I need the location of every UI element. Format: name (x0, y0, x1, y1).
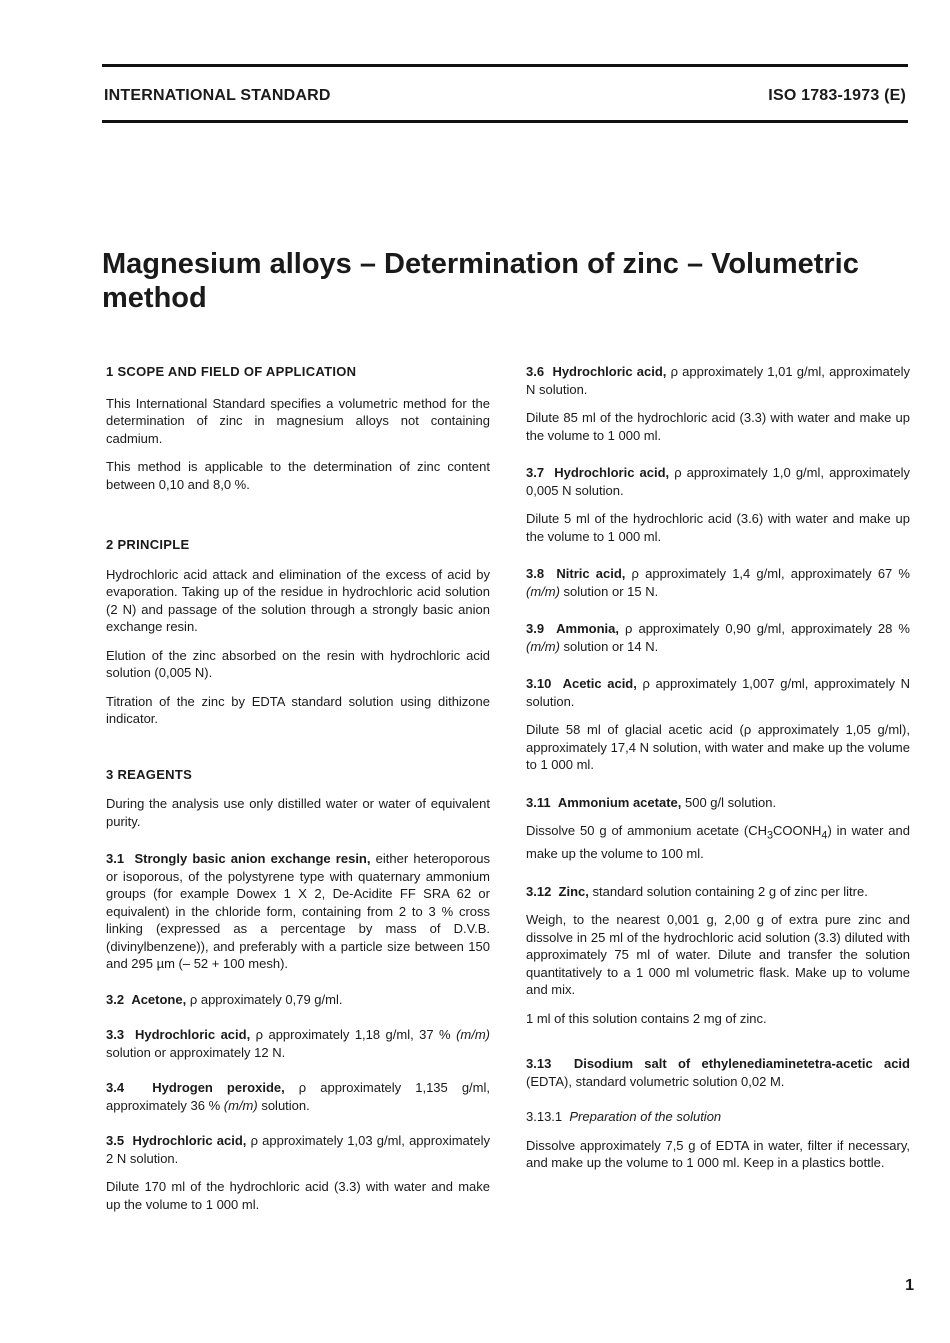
reagent-number: 3.5 (106, 1133, 125, 1148)
reagent-3-6-dilution: Dilute 85 ml of the hydrochloric acid (3.3) with water and make up the volume to 1 000 ml. (526, 410, 910, 443)
reagent-number: 3.7 (526, 465, 545, 480)
left-column (106, 363, 490, 1213)
scope-paragraph: This International Standard specifies a volumetric method for the determination of zinc in magnesium alloys not containing cadmium. (106, 395, 490, 446)
subsection-3-13-1-heading (526, 1108, 910, 1126)
reagent-number: 3.11 (526, 794, 551, 810)
mass-fraction-unit: (m/m) (526, 638, 560, 654)
reagent-3-5 (106, 1132, 490, 1167)
principle-paragraph-2: Elution of the zinc absorbed on the resin with hydrochloric acid solution (0,005 N). (106, 647, 490, 680)
reagent-number: 3.13 (526, 1056, 552, 1072)
reagent-text: ρ approximately 1,01 g/ml, approximately N solution. (526, 364, 911, 397)
reagent-3-5-dilution: Dilute 170 ml of the hydrochloric acid (3.3) with water and make up the volume to 1 000 ml. (106, 1179, 490, 1212)
reagent-text: ρ approximately 1,18 g/ml, 37 % (250, 1027, 457, 1042)
preparation-text-end: ) in water and make up the volume to 100 ml. (526, 823, 911, 862)
reagent-3-2 (106, 991, 490, 1009)
reagent-text: (EDTA), standard volumetric solution 0,02 M. (526, 1073, 785, 1089)
reagent-text: standard solution containing 2 g of zinc per litre. (588, 883, 868, 899)
section-heading-scope: 1 SCOPE AND FIELD OF APPLICATION (106, 364, 357, 379)
reagent-3-12 (526, 883, 910, 901)
reagent-number: 3.8 (526, 566, 545, 581)
right-column (526, 363, 910, 1172)
reagent-3-10 (526, 675, 910, 710)
reagent-3-7 (526, 464, 910, 499)
subsection-number: 3.13.1 (526, 1109, 563, 1125)
section-heading-principle: 2 PRINCIPLE (106, 537, 190, 552)
reagent-name: Zinc, (558, 883, 589, 899)
formula-subscript: 4 (821, 829, 828, 842)
header-standard-type: INTERNATIONAL STANDARD (104, 87, 331, 104)
reagent-3-11-preparation (526, 822, 910, 863)
reagent-text: 500 g/l solution. (681, 794, 777, 810)
reagent-text: either heteroporous or isoporous, of the polystyrene type with quaternary ammonium groups (for example Dowex 1 X 2, De-Acidite FF SRA 62 or equivalent) in the chloride form, containing from 2 to 3 % cross linking (expressed as a percentage by mass of D.V.B. (divinylbenzene)), and preferably with a particle size between 150 and 295 µm (– 52 + 100 mesh). (106, 851, 490, 971)
reagent-name: Hydrogen peroxide, (152, 1080, 285, 1095)
reagent-text-end: solution or approximately 12 N. (106, 1044, 286, 1060)
header-standard-number: ISO 1783-1973 (E) (768, 87, 906, 104)
reagent-name: Acetic acid, (562, 676, 637, 691)
reagent-name: Disodium salt of ethylenediaminetetra-acetic acid (573, 1056, 910, 1072)
principle-paragraph-3: Titration of the zinc by EDTA standard solution using dithizone indicator. (106, 693, 490, 726)
reagent-number: 3.12 (526, 883, 552, 899)
reagent-3-12-concentration: 1 ml of this solution contains 2 mg of zinc. (526, 1010, 767, 1026)
reagent-name: Ammonia, (556, 621, 619, 636)
reagent-number: 3.4 (106, 1080, 125, 1095)
reagent-3-6 (526, 363, 910, 398)
reagent-3-11 (526, 794, 910, 812)
section-heading-reagents: 3 REAGENTS (106, 766, 193, 782)
page-number: 1 (905, 1277, 914, 1294)
reagent-name: Ammonium acetate, (557, 794, 682, 810)
reagent-3-3 (106, 1026, 490, 1061)
reagent-number: 3.3 (106, 1027, 125, 1042)
reagent-text: ρ approximately 0,90 g/ml, approximately 28 % (619, 621, 910, 636)
mass-fraction-unit: (m/m) (456, 1027, 490, 1042)
subsection-title: Preparation of the solution (569, 1109, 722, 1125)
header-bottom-rule (102, 120, 908, 123)
reagent-number: 3.2 (106, 991, 125, 1007)
reagent-text: ρ approximately 0,79 g/ml. (186, 991, 343, 1007)
reagent-text-end: solution. (257, 1097, 310, 1113)
reagent-3-9 (526, 620, 910, 655)
reagent-3-7-dilution: Dilute 5 ml of the hydrochloric acid (3.6) with water and make up the volume to 1 000 ml. (526, 511, 910, 544)
formula-subscript: 3 (766, 829, 774, 842)
preparation-text: Dissolve 50 g of ammonium acetate (CH (526, 823, 767, 838)
reagent-name: Hydrochloric acid, (552, 364, 667, 379)
reagent-number: 3.6 (526, 364, 545, 379)
subsection-3-13-1-text: Dissolve approximately 7,5 g of EDTA in water, filter if necessary, and make up the volume to 1 000 ml. Keep in a plastics bottle. (526, 1137, 910, 1171)
reagent-text: ρ approximately 1,4 g/ml, approximately 67 % (625, 566, 910, 581)
reagent-3-10-dilution: Dilute 58 ml of glacial acetic acid (ρ approximately 1,05 g/ml), approximately 17,4 N solution, with water and make up the volume to 1 000 ml. (526, 722, 910, 772)
reagent-number: 3.9 (526, 621, 545, 636)
principle-paragraph-1: Hydrochloric acid attack and elimination of the excess of acid by evaporation. Taking up of the residue in hydrochloric acid solution (2 N) and passage of the solution through a strongly basic anion exchange resin. (106, 566, 490, 634)
document-title: Magnesium alloys – Determination of zinc – Volumetric method (102, 248, 859, 314)
mass-fraction-unit: (m/m) (526, 583, 560, 599)
reagent-text-end: solution or 15 N. (559, 583, 659, 599)
reagent-name: Hydrochloric acid, (134, 1027, 251, 1042)
reagent-3-8 (526, 565, 910, 600)
reagent-text-end: solution or 14 N. (559, 638, 659, 654)
reagent-text: ρ approximately 1,0 g/ml, approximately 0,005 N solution. (526, 465, 910, 498)
reagent-name: Hydrochloric acid, (132, 1133, 247, 1148)
reagent-number: 3.1 (106, 851, 125, 866)
reagents-intro: During the analysis use only distilled water or water of equivalent purity. (106, 796, 490, 829)
reagent-text: ρ approximately 1,135 g/ml, approximately 36 % (106, 1080, 490, 1113)
reagent-name: Strongly basic anion exchange resin, (134, 851, 371, 866)
reagent-name: Hydrochloric acid, (554, 465, 670, 480)
reagent-text: ρ approximately 1,03 g/ml, approximately 2 N solution. (106, 1133, 491, 1166)
reagent-number: 3.10 (526, 676, 552, 691)
reagent-3-12-preparation: Weigh, to the nearest 0,001 g, 2,00 g of extra pure zinc and dissolve in 25 ml of the hydrochloric acid solution (3.3) diluted with approximately 75 ml of water. Dilute and transfer the solution quantitatively to a 1 000 ml volumetric flask. Make up to volume and mix. (526, 912, 910, 998)
reagent-3-13 (526, 1055, 910, 1090)
mass-fraction-unit: (m/m) (223, 1097, 258, 1113)
reagent-text: ρ approximately 1,007 g/ml, approximately N solution. (526, 676, 910, 709)
reagent-name: Nitric acid, (556, 566, 626, 581)
header-top-rule (102, 64, 908, 67)
reagent-3-1 (106, 850, 490, 973)
formula-text: COONH (773, 823, 822, 838)
reagent-name: Acetone, (131, 991, 187, 1007)
reagent-3-4 (106, 1079, 490, 1114)
scope-range-paragraph: This method is applicable to the determination of zinc content between 0,10 and 8,0 %. (106, 459, 490, 492)
